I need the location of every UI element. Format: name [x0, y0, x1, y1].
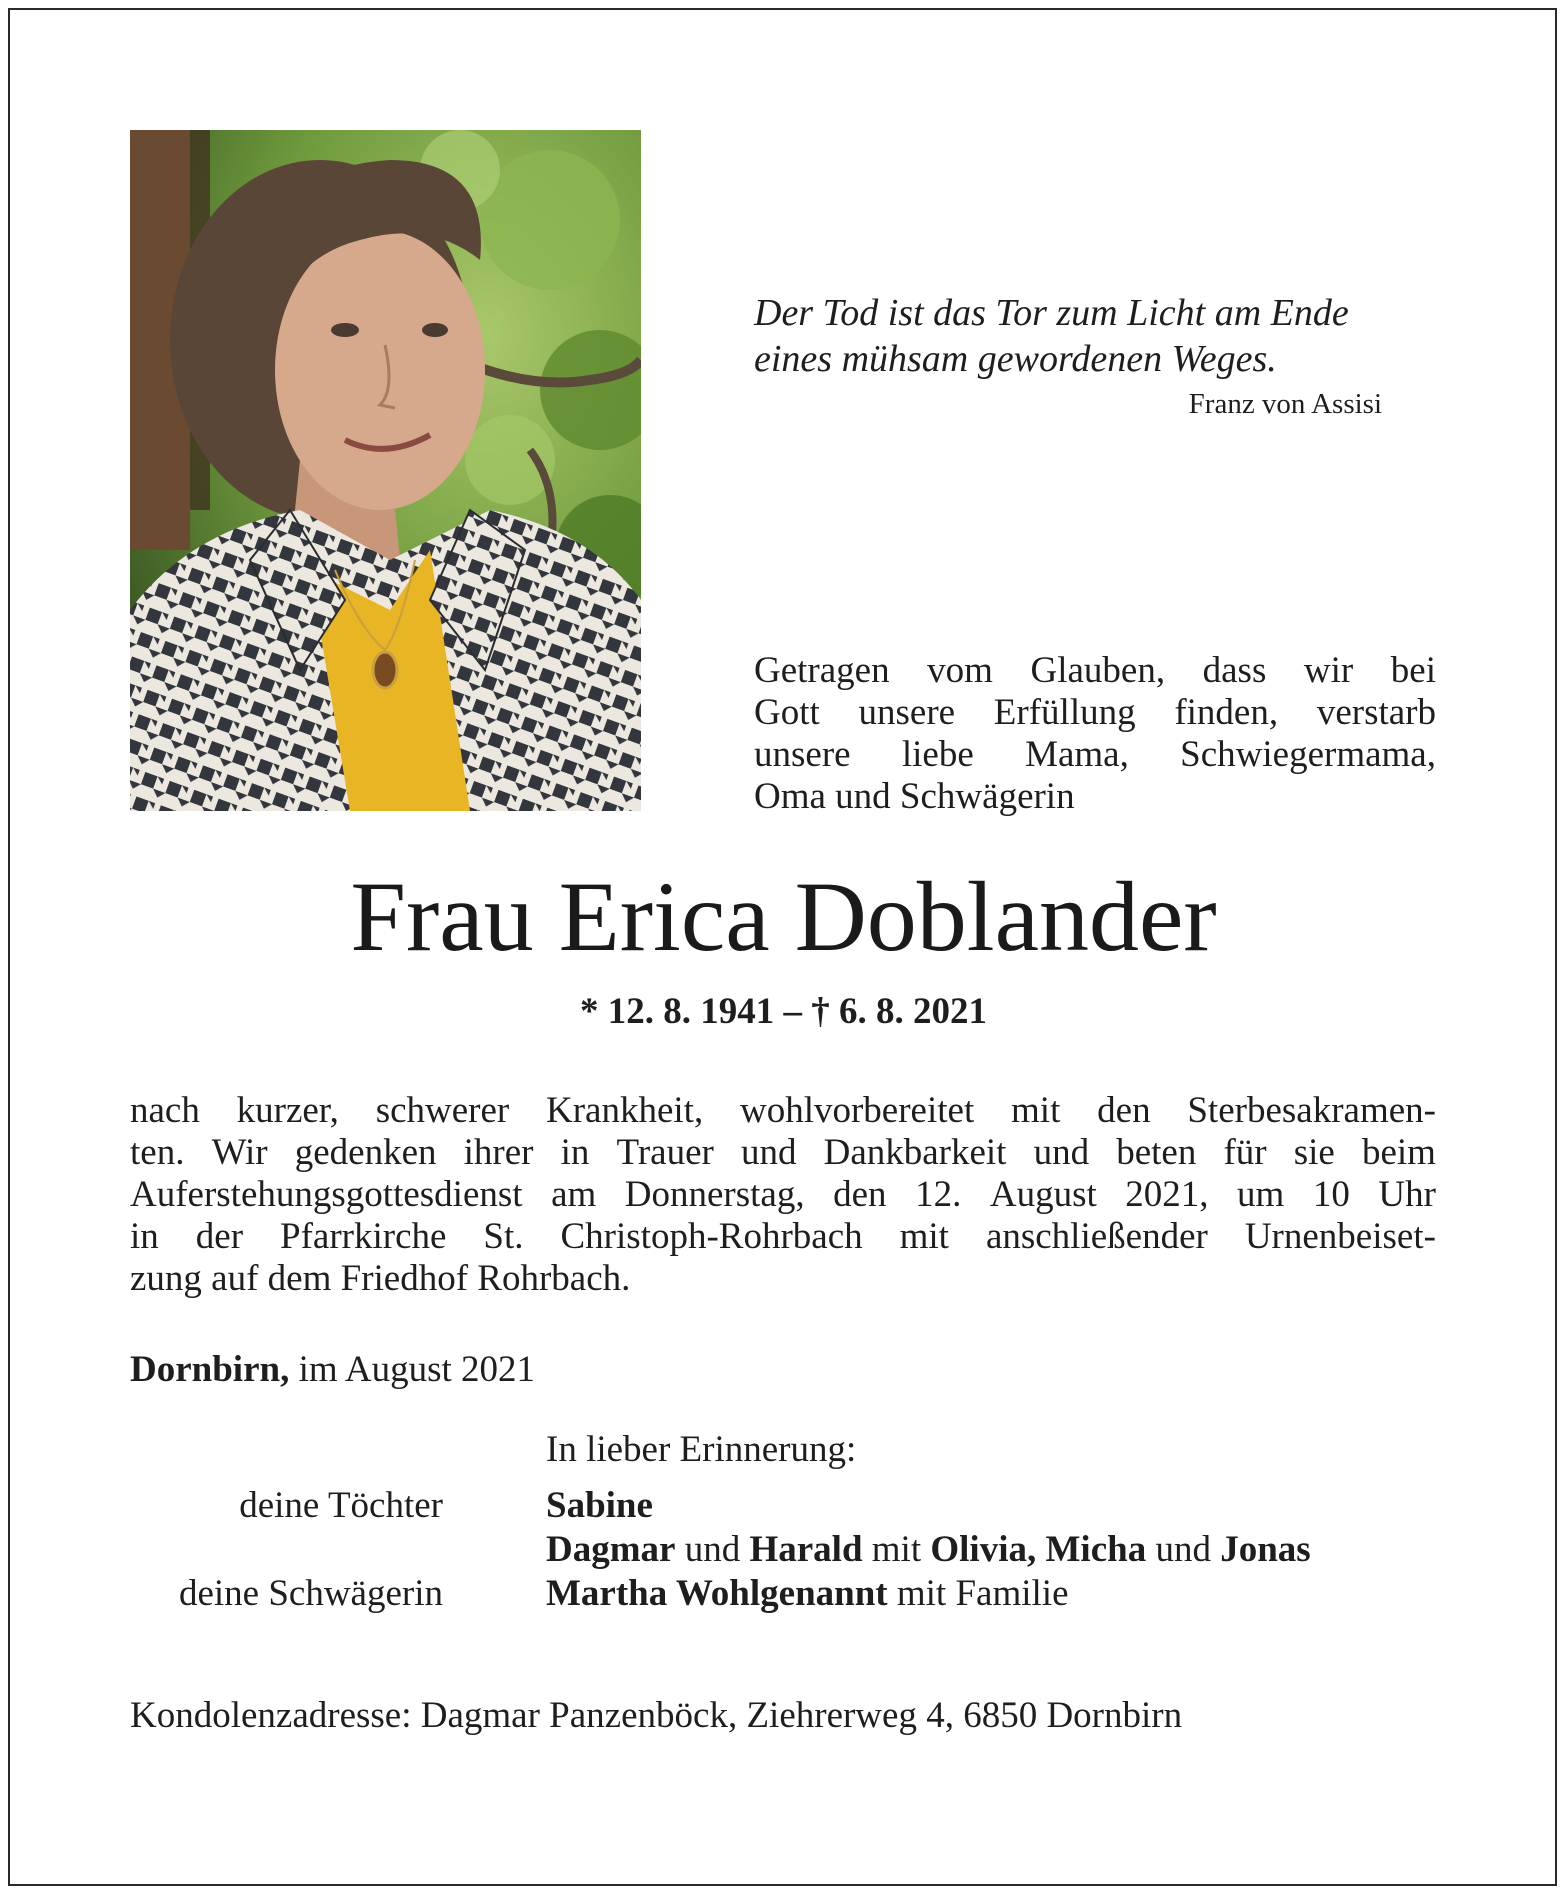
word: unsere [858, 692, 956, 733]
conjunction: und [1155, 1529, 1211, 1570]
word: Donnerstag, [624, 1174, 805, 1215]
quote-author: Franz von Assisi [1188, 388, 1382, 420]
body-line [130, 1132, 1436, 1174]
word: liebe [901, 734, 974, 775]
word: und [1033, 1132, 1090, 1173]
intro-line [754, 692, 1436, 734]
word: um [1237, 1174, 1285, 1215]
body-line: zung auf dem Friedhof Rohrbach. [130, 1258, 631, 1299]
mourner-row [130, 1528, 1436, 1572]
word: 10 [1312, 1174, 1350, 1215]
mourner-names [546, 1484, 653, 1527]
word: Uhr [1378, 1174, 1436, 1215]
portrait-photo [130, 130, 641, 811]
word: Christoph-Rohrbach [560, 1216, 863, 1257]
mourner-name: Olivia, Micha [930, 1529, 1147, 1570]
word: Erfüllung [993, 692, 1136, 733]
word: den [833, 1174, 887, 1215]
word: ihrer [463, 1132, 534, 1173]
word: Auferstehungsgottesdienst [130, 1174, 523, 1215]
intro-paragraph [754, 650, 1436, 818]
word: wir [1303, 650, 1354, 691]
mourner-relation: deine Töchter [239, 1485, 443, 1526]
quote [754, 290, 1394, 382]
word: ten. [130, 1132, 185, 1173]
word: 2021, [1125, 1174, 1209, 1215]
word: Pfarrkirche [280, 1216, 447, 1257]
word: anschließender [985, 1216, 1208, 1257]
word: nach [130, 1090, 200, 1131]
word: Wir [211, 1132, 268, 1173]
word: Schwiegermama, [1180, 734, 1436, 775]
mourner-name: Jonas [1220, 1529, 1311, 1570]
word: den [1097, 1090, 1151, 1131]
intro-line [754, 734, 1436, 776]
word: und [740, 1132, 797, 1173]
word: schwerer [375, 1090, 510, 1131]
word: beten [1116, 1132, 1197, 1173]
intro-line: Oma und Schwägerin [754, 776, 1075, 817]
word: in [130, 1216, 159, 1257]
mourner-name: Harald [749, 1529, 863, 1570]
mourner-row [130, 1484, 1436, 1528]
life-dates: * 12. 8. 1941 – † 6. 8. 2021 [580, 991, 987, 1032]
intro-line [754, 650, 1436, 692]
quote-line: Der Tod ist das Tor zum Licht am Ende [754, 292, 1349, 334]
word: Gott [754, 692, 820, 733]
conjunction: mit [871, 1529, 922, 1570]
word: St. [483, 1216, 524, 1257]
mourner-suffix: mit Familie [896, 1573, 1069, 1614]
body-line [130, 1090, 1436, 1132]
word: vom [927, 650, 993, 691]
word: Dankbarkeit [823, 1132, 1007, 1173]
body-line [130, 1174, 1436, 1216]
word: gedenken [294, 1132, 437, 1173]
mourner-row [130, 1572, 1436, 1616]
word: verstarb [1316, 692, 1436, 733]
word: wohlvorbereitet [739, 1090, 975, 1131]
word: Mama, [1025, 734, 1129, 775]
word: bei [1390, 650, 1436, 691]
word: beim [1361, 1132, 1436, 1173]
word: Trauer [616, 1132, 714, 1173]
word: unsere [754, 734, 851, 775]
word: der [195, 1216, 244, 1257]
word: Urnenbeiset- [1244, 1216, 1436, 1257]
memory-heading: In lieber Erinnerung: [546, 1429, 857, 1470]
place-and-date [130, 1348, 535, 1391]
word: Krankheit, [546, 1090, 704, 1131]
word: sie [1293, 1132, 1335, 1173]
word: am [551, 1174, 597, 1215]
quote-line: eines mühsam gewordenen Weges. [754, 338, 1277, 380]
body-line [130, 1216, 1436, 1258]
word: finden, [1174, 692, 1279, 733]
mourner-name: Dagmar [546, 1529, 676, 1570]
place-city: Dornbirn, [130, 1349, 290, 1390]
conjunction: und [684, 1529, 741, 1570]
word: mit [899, 1216, 949, 1257]
word: in [560, 1132, 590, 1173]
announcement-paragraph [130, 1090, 1436, 1300]
place-date: im August 2021 [298, 1349, 535, 1390]
mourner-relation: deine Schwägerin [178, 1573, 443, 1614]
mourner-name: Sabine [546, 1485, 653, 1526]
mourner-name: Martha Wohlgenannt [546, 1573, 888, 1614]
word: Glauben, [1030, 650, 1166, 691]
word: Getragen [754, 650, 890, 691]
word: kurzer, [236, 1090, 339, 1131]
word: Sterbesakramen- [1187, 1090, 1436, 1131]
condolence-address: Kondolenzadresse: Dagmar Panzenböck, Ziehrerweg 4, 6850 Dornbirn [130, 1695, 1183, 1736]
deceased-name: Frau Erica Doblander [350, 861, 1217, 972]
word: für [1223, 1132, 1267, 1173]
word: dass [1202, 650, 1267, 691]
word: mit [1011, 1090, 1061, 1131]
word: August [989, 1174, 1097, 1215]
mourner-names [546, 1528, 1311, 1571]
portrait-image [130, 130, 641, 811]
mourner-names [546, 1572, 1069, 1615]
word: 12. [915, 1174, 962, 1215]
